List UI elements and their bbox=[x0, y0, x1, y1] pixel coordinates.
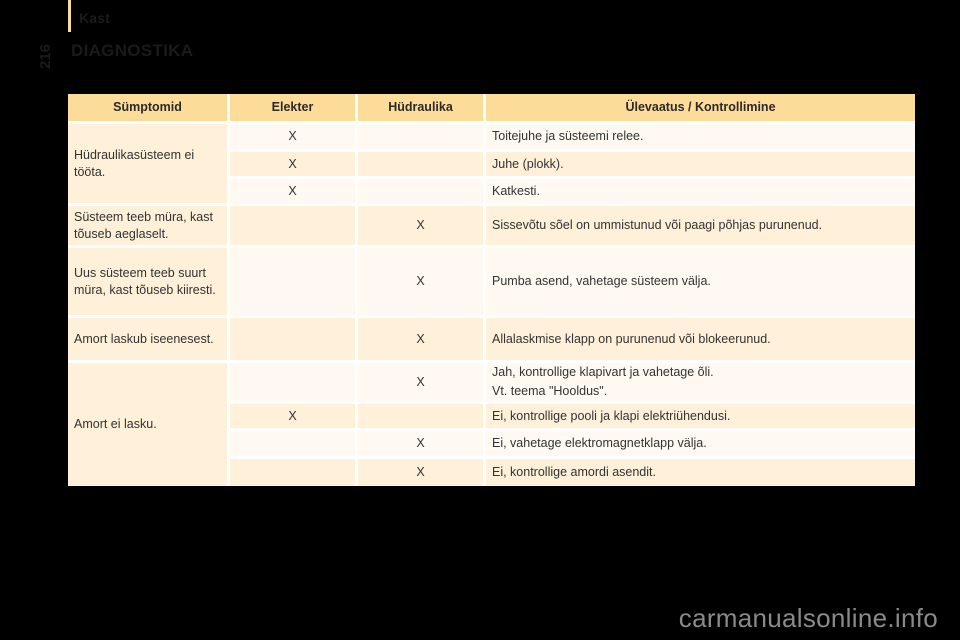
hydraulic-mark: X bbox=[358, 206, 483, 245]
section-title: Kast bbox=[79, 10, 111, 26]
check-text: Sissevõtu sõel on ummistunud või paagi põhjas purunenud. bbox=[486, 206, 915, 245]
electric-mark bbox=[230, 431, 355, 456]
check-text: Juhe (plokk). bbox=[486, 152, 915, 176]
electric-mark bbox=[230, 318, 355, 360]
hydraulic-mark: X bbox=[358, 363, 483, 401]
electric-mark bbox=[230, 363, 355, 401]
electric-mark bbox=[230, 248, 355, 315]
section-accent-bar bbox=[68, 0, 71, 32]
table-grid bbox=[68, 94, 915, 486]
check-text: Pumba asend, vahetage süsteem välja. bbox=[486, 248, 915, 315]
electric-mark: X bbox=[230, 179, 355, 203]
check-text: Allalaskmise klapp on purunenud või blokeerunud. bbox=[486, 318, 915, 360]
symptom-cell: Uus süsteem teeb suurt müra, kast tõuseb kiiresti. bbox=[68, 248, 227, 315]
hydraulic-mark bbox=[358, 179, 483, 203]
check-text: Katkesti. bbox=[486, 179, 915, 203]
hydraulic-mark: X bbox=[358, 318, 483, 360]
column-header-hydraulic: Hüdraulika bbox=[358, 94, 483, 121]
electric-mark: X bbox=[230, 404, 355, 428]
watermark: carmanualsonline.info bbox=[678, 603, 938, 633]
page-title: DIAGNOSTIKA bbox=[71, 41, 194, 60]
diagnostics-table bbox=[68, 94, 915, 486]
symptom-cell: Süsteem teeb müra, kast tõuseb aeglaselt. bbox=[68, 206, 227, 245]
hydraulic-mark bbox=[358, 404, 483, 428]
electric-mark bbox=[230, 206, 355, 245]
hydraulic-mark bbox=[358, 124, 483, 149]
electric-mark bbox=[230, 459, 355, 486]
check-text bbox=[486, 363, 915, 401]
page-number bbox=[36, 38, 56, 74]
check-text: Toitejuhe ja süsteemi relee. bbox=[486, 124, 915, 149]
hydraulic-mark: X bbox=[358, 431, 483, 456]
page-number-text: 216 bbox=[37, 43, 55, 69]
symptom-cell: Amort laskub iseenesest. bbox=[68, 318, 227, 360]
check-text: Ei, kontrollige pooli ja klapi elektriühendusi. bbox=[486, 404, 915, 428]
electric-mark: X bbox=[230, 124, 355, 149]
check-text: Ei, vahetage elektromagnetklapp välja. bbox=[486, 431, 915, 456]
check-text-line: Jah, kontrollige klapivart ja vahetage õli. bbox=[492, 365, 714, 379]
hydraulic-mark: X bbox=[358, 248, 483, 315]
hydraulic-mark: X bbox=[358, 459, 483, 486]
column-header-check: Ülevaatus / Kontrollimine bbox=[486, 94, 915, 121]
symptom-cell: Hüdraulikasüsteem ei tööta. bbox=[68, 124, 227, 203]
electric-mark: X bbox=[230, 152, 355, 176]
column-header-electric: Elekter bbox=[230, 94, 355, 121]
check-text-line: Vt. teema "Hooldus". bbox=[492, 384, 608, 398]
symptom-cell: Amort ei lasku. bbox=[68, 363, 227, 486]
check-text: Ei, kontrollige amordi asendit. bbox=[486, 459, 915, 486]
column-header-symptoms: Sümptomid bbox=[68, 94, 227, 121]
hydraulic-mark bbox=[358, 152, 483, 176]
